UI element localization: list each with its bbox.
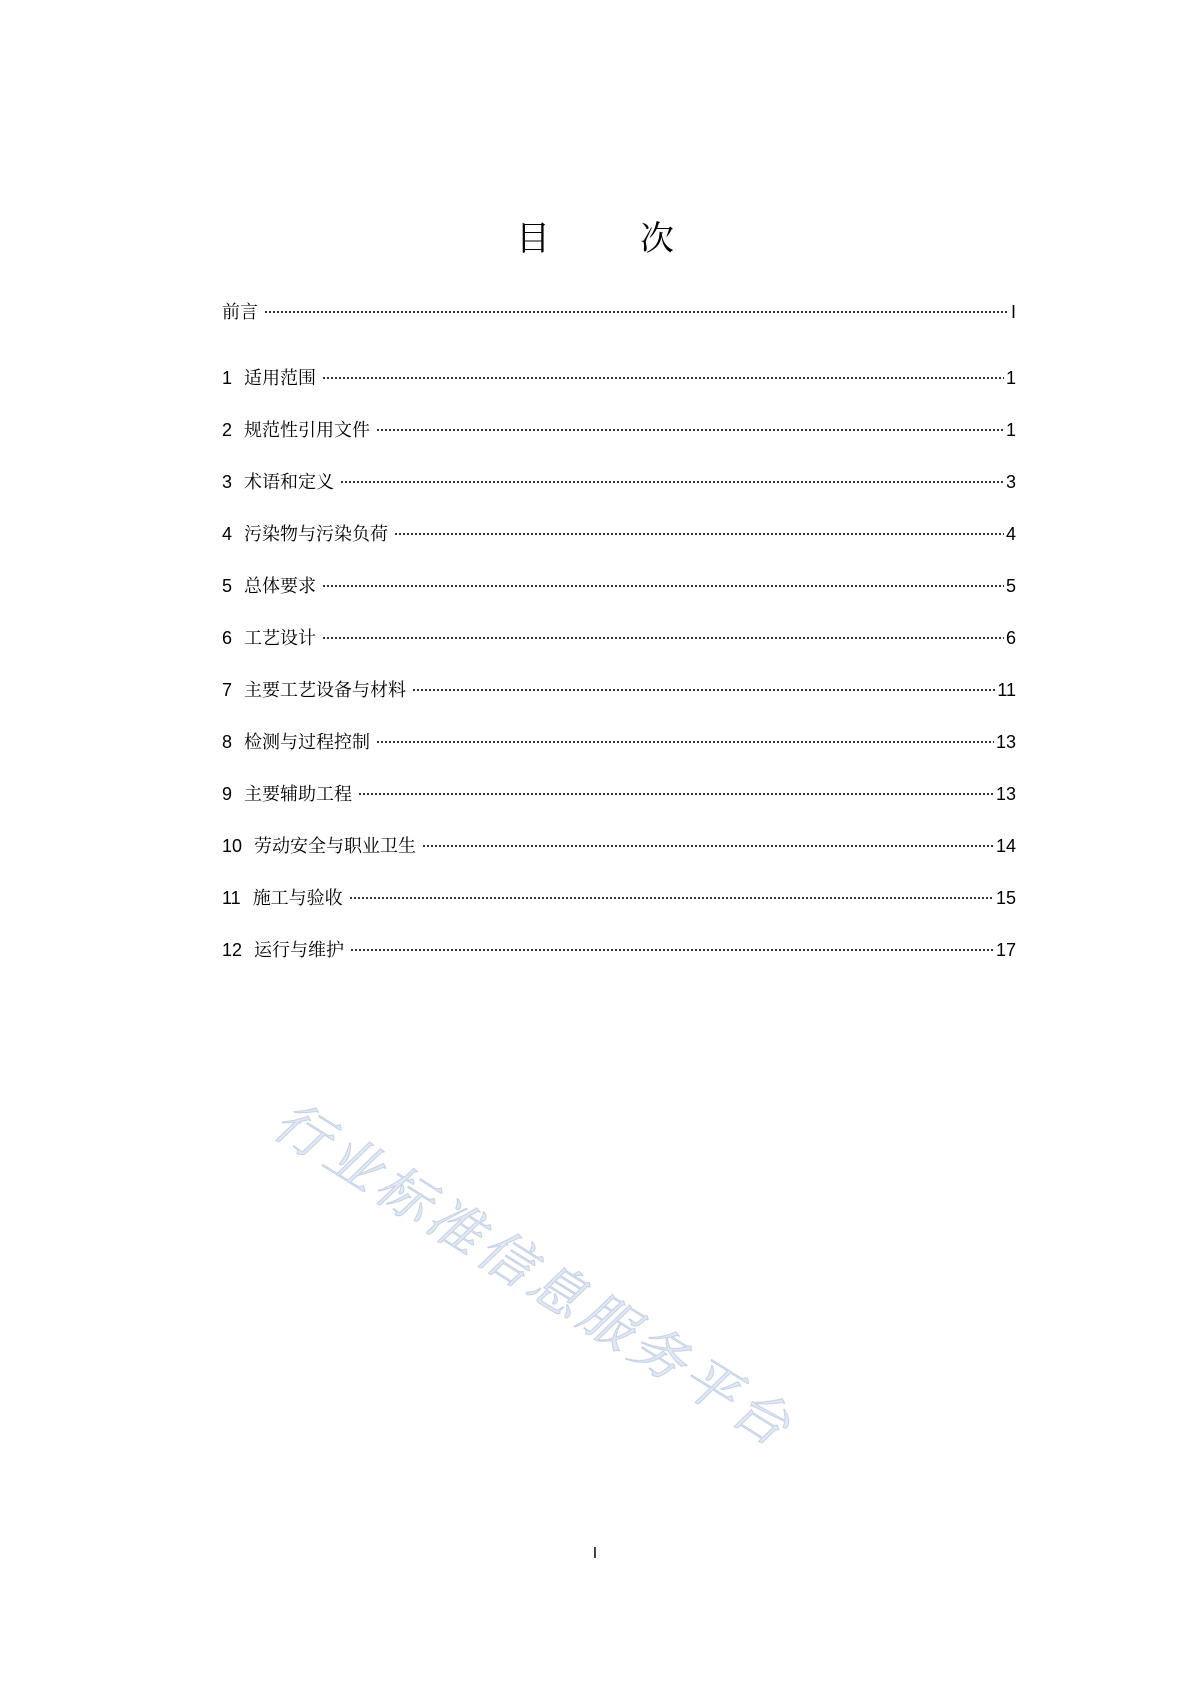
toc-page-number: 11 bbox=[997, 680, 1016, 700]
dot-leader bbox=[394, 532, 1004, 536]
toc-entry[interactable] bbox=[222, 664, 1016, 716]
toc-page-number: 4 bbox=[1005, 524, 1016, 544]
toc-entry[interactable] bbox=[222, 404, 1016, 456]
toc-number: 9 bbox=[222, 784, 233, 804]
table-of-contents bbox=[222, 300, 1016, 976]
toc-page-number: 3 bbox=[1005, 472, 1016, 492]
toc-number: 11 bbox=[222, 888, 241, 908]
footer-page-number: I bbox=[592, 1545, 598, 1562]
toc-label: 主要工艺设备与材料 bbox=[244, 680, 407, 701]
toc-label: 前言 bbox=[222, 302, 258, 323]
toc-entry[interactable] bbox=[222, 508, 1016, 560]
toc-entry[interactable] bbox=[222, 352, 1016, 404]
toc-label: 施工与验收 bbox=[252, 888, 343, 909]
dot-leader bbox=[264, 310, 1009, 314]
toc-label: 运行与维护 bbox=[254, 940, 345, 961]
toc-number: 3 bbox=[222, 472, 233, 492]
toc-label: 适用范围 bbox=[244, 368, 317, 389]
toc-page-number: 1 bbox=[1005, 420, 1016, 440]
toc-entry[interactable] bbox=[222, 768, 1016, 820]
toc-number: 12 bbox=[222, 940, 243, 960]
toc-entry[interactable] bbox=[222, 872, 1016, 924]
toc-entry[interactable] bbox=[222, 456, 1016, 508]
watermark: 行业标准信息服务平台 bbox=[262, 1089, 805, 1461]
toc-label: 主要辅助工程 bbox=[244, 784, 353, 805]
toc-page-number: 15 bbox=[995, 888, 1016, 908]
toc-page-number: 17 bbox=[995, 940, 1016, 960]
toc-page-number: 13 bbox=[995, 784, 1016, 804]
toc-number: 8 bbox=[222, 732, 233, 752]
toc-page-number: 6 bbox=[1005, 628, 1016, 648]
toc-entry[interactable] bbox=[222, 716, 1016, 768]
toc-number: 1 bbox=[222, 368, 233, 388]
toc-entry[interactable] bbox=[222, 560, 1016, 612]
toc-entry[interactable] bbox=[222, 820, 1016, 872]
toc-entry-preface[interactable] bbox=[222, 300, 1016, 324]
dot-leader bbox=[376, 428, 1004, 432]
dot-leader bbox=[412, 688, 995, 692]
dot-leader bbox=[422, 844, 994, 848]
toc-number: 6 bbox=[222, 628, 233, 648]
dot-leader bbox=[340, 480, 1004, 484]
dot-leader bbox=[358, 792, 994, 796]
toc-page-number: 13 bbox=[995, 732, 1016, 752]
dot-leader bbox=[322, 584, 1004, 588]
page-title: 目 次 bbox=[516, 219, 702, 259]
toc-label: 劳动安全与职业卫生 bbox=[254, 836, 417, 857]
toc-number: 4 bbox=[222, 524, 233, 544]
toc-number: 7 bbox=[222, 680, 233, 700]
toc-number: 2 bbox=[222, 420, 233, 440]
toc-page-number: 14 bbox=[995, 836, 1016, 856]
toc-page-number: I bbox=[1010, 302, 1016, 322]
toc-label: 工艺设计 bbox=[244, 628, 317, 649]
toc-label: 污染物与污染负荷 bbox=[244, 524, 389, 545]
dot-leader bbox=[350, 948, 994, 952]
toc-number: 5 bbox=[222, 576, 233, 596]
toc-label: 总体要求 bbox=[244, 576, 317, 597]
dot-leader bbox=[322, 636, 1004, 640]
toc-entry[interactable] bbox=[222, 612, 1016, 664]
toc-label: 检测与过程控制 bbox=[244, 732, 371, 753]
toc-page-number: 1 bbox=[1005, 368, 1016, 388]
dot-leader bbox=[376, 740, 994, 744]
toc-label: 术语和定义 bbox=[244, 472, 335, 493]
dot-leader bbox=[349, 896, 994, 900]
toc-page-number: 5 bbox=[1005, 576, 1016, 596]
toc-number: 10 bbox=[222, 836, 243, 856]
toc-label: 规范性引用文件 bbox=[244, 420, 371, 441]
dot-leader bbox=[322, 376, 1004, 380]
toc-entry[interactable] bbox=[222, 924, 1016, 976]
